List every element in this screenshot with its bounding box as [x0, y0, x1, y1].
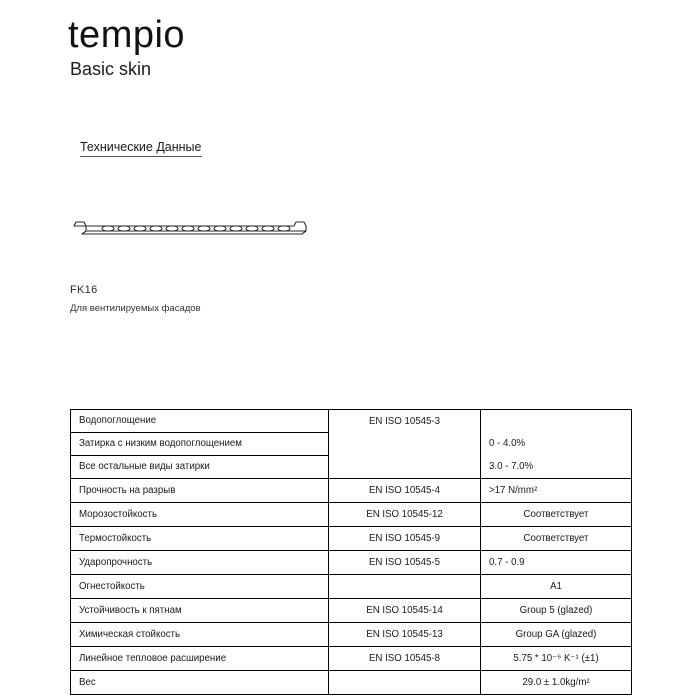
- table-cell-property: Вес: [71, 671, 329, 695]
- table-cell-value: Group 5 (glazed): [481, 599, 632, 623]
- table-cell-value: 3.0 - 7.0%: [481, 456, 632, 479]
- table-cell-value: [481, 410, 632, 433]
- table-cell-property: Ударопрочность: [71, 551, 329, 575]
- table-row: [71, 575, 632, 599]
- table-cell-property: Все остальные виды затирки: [71, 456, 329, 479]
- table-cell-standard: EN ISO 10545-4: [329, 479, 481, 503]
- table-cell-property: Морозостойкость: [71, 503, 329, 527]
- table-row: [71, 479, 632, 503]
- table-cell-value: 0.7 - 0.9: [481, 551, 632, 575]
- table-cell-value: Соответствует: [481, 527, 632, 551]
- table-cell-value: >17 N/mm²: [481, 479, 632, 503]
- table-cell-standard: EN ISO 10545-3: [329, 410, 481, 433]
- table-cell-property: Линейное тепловое расширение: [71, 647, 329, 671]
- table-row: [71, 551, 632, 575]
- table-cell-value: 0 - 4.0%: [481, 433, 632, 456]
- table-cell-value: 5.75 * 10⁻⁶ K⁻¹ (±1): [481, 647, 632, 671]
- table-cell-standard: [329, 575, 481, 599]
- table-cell-standard: [329, 671, 481, 695]
- brand-logo: [68, 14, 185, 57]
- table-cell-property: Химическая стойкость: [71, 623, 329, 647]
- page-subtitle: Basic skin: [70, 59, 152, 79]
- product-caption: Для вентилируемых фасадов: [70, 303, 201, 314]
- table-cell-standard: [329, 456, 481, 479]
- table-cell-property: Затирка с низким водопоглощением: [71, 433, 329, 456]
- brand-logo-part1: temp: [68, 14, 155, 56]
- section-heading: Технические Данные: [80, 140, 202, 157]
- table-cell-standard: EN ISO 10545-12: [329, 503, 481, 527]
- table-cell-standard: EN ISO 10545-13: [329, 623, 481, 647]
- table-row: [71, 671, 632, 695]
- table-cell-value: Соответствует: [481, 503, 632, 527]
- product-code: FK16: [70, 284, 98, 296]
- table-cell-property: Огнестойкость: [71, 575, 329, 599]
- table-cell-value: 29.0 ± 1.0kg/m²: [481, 671, 632, 695]
- profile-cross-section-drawing: [70, 212, 320, 244]
- table-cell-standard: EN ISO 10545-8: [329, 647, 481, 671]
- table-cell-standard: [329, 433, 481, 456]
- table-cell-standard: EN ISO 10545-9: [329, 527, 481, 551]
- table-row: [71, 527, 632, 551]
- table-row: [71, 647, 632, 671]
- table-cell-property: Термостойкость: [71, 527, 329, 551]
- table-cell-value: A1: [481, 575, 632, 599]
- table-cell-property: Устойчивость к пятнам: [71, 599, 329, 623]
- table-cell-standard: EN ISO 10545-14: [329, 599, 481, 623]
- table-cell-value: Group GA (glazed): [481, 623, 632, 647]
- table-row: [71, 623, 632, 647]
- table-row: [71, 410, 632, 433]
- table-row: [71, 503, 632, 527]
- table-cell-property: Прочность на разрыв: [71, 479, 329, 503]
- table-row: [71, 456, 632, 479]
- technical-data-table: [70, 409, 632, 695]
- table-row: [71, 433, 632, 456]
- table-cell-property: Водопоглощение: [71, 410, 329, 433]
- table-row: [71, 599, 632, 623]
- brand-logo-part2: io: [154, 14, 186, 56]
- table-cell-standard: EN ISO 10545-5: [329, 551, 481, 575]
- profile-icon: [70, 212, 320, 244]
